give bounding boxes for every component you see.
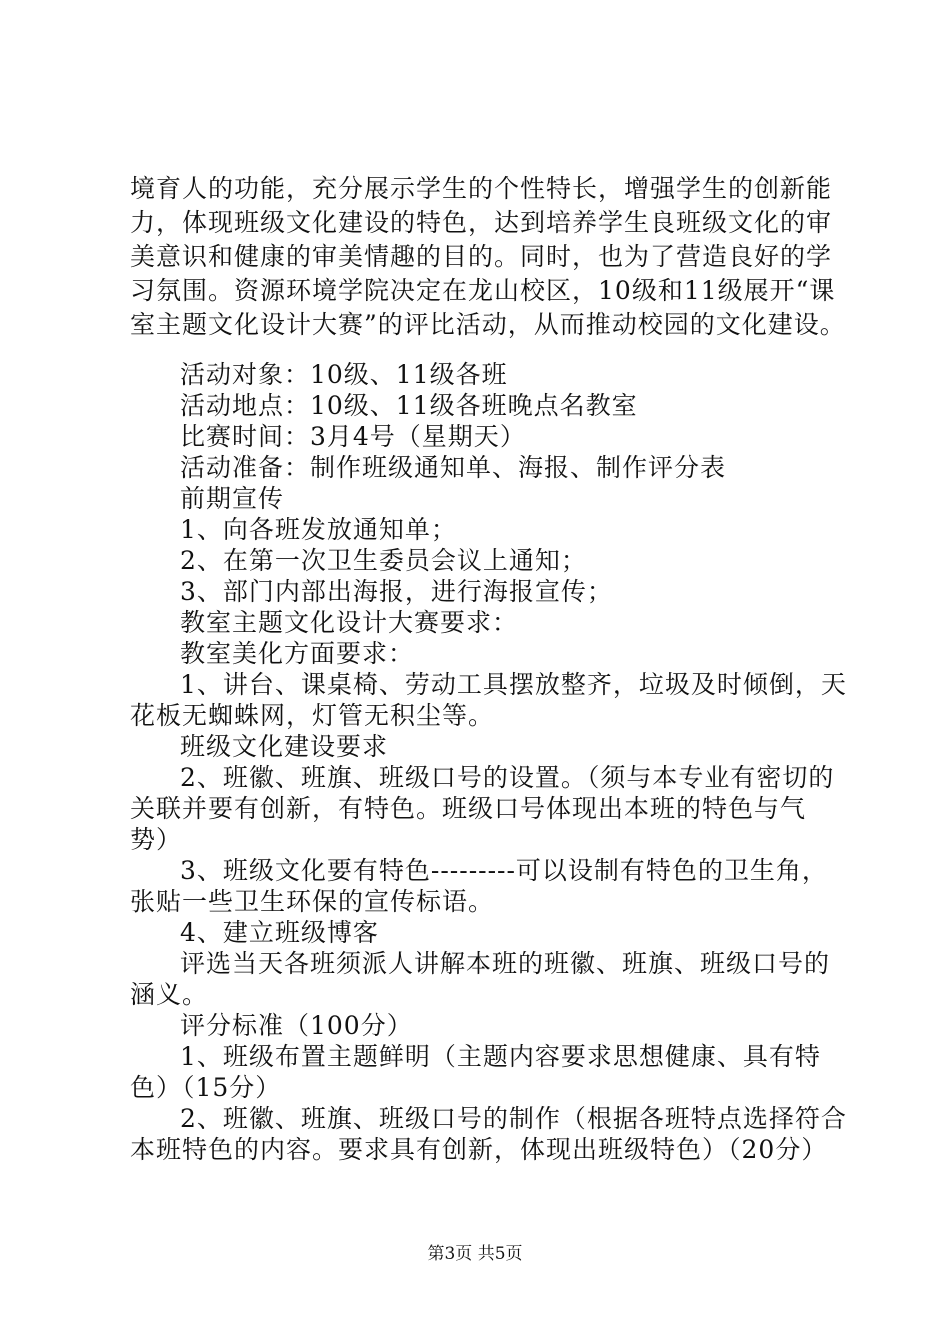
activity-target: 活动对象：10级、11级各班 (180, 360, 508, 389)
list-item: 1、向各班发放通知单； (180, 515, 457, 544)
paragraph-line: 境育人的功能，充分展示学生的个性特长，增强学生的创新能 (130, 174, 833, 203)
section-heading: 班级文化建设要求 (180, 732, 389, 761)
section-heading: 前期宣传 (180, 484, 285, 513)
list-item: 1、班级布置主题鲜明（主题内容要求思想健康、具有特 (180, 1042, 821, 1071)
list-item-continuation: 本班特色的内容。要求具有创新，体现出班级特色）（20分） (130, 1135, 828, 1164)
paragraph-line: 美意识和健康的审美情趣的目的。同时，也为了营造良好的学 (130, 242, 833, 271)
list-item: 2、班徽、班旗、班级口号的设置。（须与本专业有密切的 (180, 763, 835, 792)
paragraph-line: 涵义。 (130, 980, 209, 1009)
activity-location: 活动地点：10级、11级各班晚点名教室 (180, 391, 638, 420)
list-item-continuation: 张贴一些卫生环保的宣传标语。 (130, 887, 495, 916)
paragraph-line: 评选当天各班须派人讲解本班的班徽、班旗、班级口号的 (180, 949, 831, 978)
list-item-continuation: 势） (130, 825, 183, 854)
competition-time: 比赛时间：3月4号（星期天） (180, 422, 526, 451)
list-item: 4、建立班级博客 (180, 918, 379, 947)
list-item: 3、班级文化要有特色---------可以设制有特色的卫生角， (180, 856, 828, 885)
section-heading: 教室主题文化设计大赛要求： (180, 608, 519, 637)
list-item: 2、在第一次卫生委员会议上通知； (180, 546, 587, 575)
list-item-continuation: 关联并要有创新，有特色。班级口号体现出本班的特色与气 (130, 794, 807, 823)
activity-preparation: 活动准备：制作班级通知单、海报、制作评分表 (180, 453, 727, 482)
section-heading: 教室美化方面要求： (180, 639, 415, 668)
page-footer: 第3页 共5页 (427, 1244, 523, 1264)
section-heading: 评分标准（100分） (180, 1011, 413, 1040)
list-item: 2、班徽、班旗、班级口号的制作（根据各班特点选择符合 (180, 1104, 847, 1133)
list-item-continuation: 花板无蜘蛛网，灯管无积尘等。 (130, 701, 495, 730)
paragraph-line: 室主题文化设计大赛”的评比活动，从而推动校园的文化建设。 (130, 310, 846, 339)
paragraph-line: 力，体现班级文化建设的特色，达到培养学生良班级文化的审 (130, 208, 833, 237)
list-item-continuation: 色）（15分） (130, 1073, 282, 1102)
paragraph-line: 习氛围。资源环境学院决定在龙山校区，10级和11级展开“课 (130, 276, 836, 305)
list-item: 1、讲台、课桌椅、劳动工具摆放整齐，垃圾及时倾倒，天 (180, 670, 847, 699)
list-item: 3、部门内部出海报，进行海报宣传； (180, 577, 613, 606)
